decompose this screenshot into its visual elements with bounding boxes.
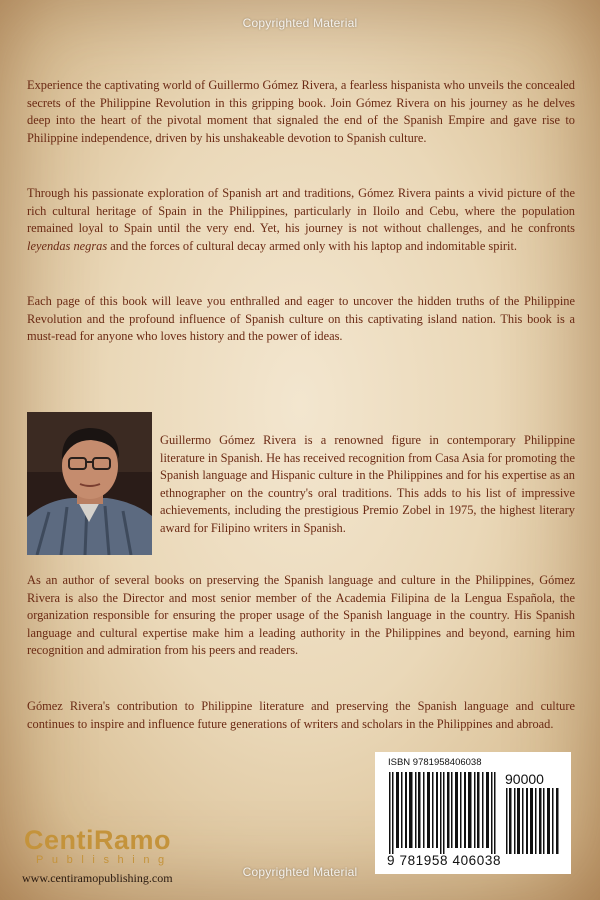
isbn-label: ISBN 9781958406038 xyxy=(388,757,482,768)
publisher-logo-wordmark: CentiRamo xyxy=(24,825,172,855)
price-addon-bars xyxy=(505,788,561,854)
author-photo xyxy=(27,412,152,555)
author-bio-paragraph-3: Gómez Rivera's contribution to Philippine literature and preserving the Spanish language and culture continues to inspire and influence future generations of writers and scholars in the Philippines and abroad. xyxy=(27,699,575,731)
blurb-paragraph-2-text-b: and the forces of cultural decay armed only with his laptop and indomitable spirit. xyxy=(107,238,517,253)
author-bio-paragraph: Guillermo Gómez Rivera is a renowned figure in contemporary Philippine literature in Spanish. He has received recognition from Casa Asia for promoting the Spanish language and Hispanic culture in the Philippines and for his expertise as an ethnographer on the country's oral traditions. This adds to his list of impressive achievements, including the prestigious Premio Zobel in 1975, the highest literary award for Filipino writers in Spanish. xyxy=(160,433,575,535)
copyright-watermark-top: Copyrighted Material xyxy=(242,16,358,30)
blurb-italic-phrase: leyendas negras xyxy=(27,238,108,253)
blurb-paragraph-1: Experience the captivating world of Guillermo Gómez Rivera, a fearless hispanista who unveils the concealed secrets of the Philippine Revolution in this gripping book. Join Gómez Rivera on his journey as he delves deep into the heart of the pivotal moment that signaled the end of the Spanish Empire and gave rise to Philippine independence, driven by his unshakeable devotion to Spanish culture. xyxy=(27,78,575,145)
publisher-url: www.centiramopublishing.com xyxy=(22,871,173,885)
blurb-paragraph-2 xyxy=(27,185,575,255)
ean-barcode-bars xyxy=(387,772,499,854)
blurb-paragraph-2-text-a: Through his passionate exploration of Spanish art and traditions, Gómez Rivera paints a vivid picture of the rich cultural heritage of Spain in the Philippines, particularly in Iloilo and Cebu, where the population remained loyal to Spain until the very end. Yet, his journey is not without challenges, and he confronts xyxy=(27,186,575,236)
author-bio-paragraph-2: As an author of several books on preserving the Spanish language and culture in the Philippines, Gómez Rivera is also the Director and most senior member of the Academia Filipina de la Lengua Española, the organization responsible for ensuring the proper usage of the Spanish language in the country. His Spanish language and cultural expertise make him a leading authority in the Philippines and beyond, earning him recognition and admiration from his peers and readers. xyxy=(27,573,575,658)
publisher-logo-subtitle: Publishing xyxy=(36,854,173,866)
price-code: 90000 xyxy=(505,771,544,787)
blurb-paragraph-3: Each page of this book will leave you enthralled and eager to uncover the hidden truths of the Philippine Revolution and the profound influence of Spanish culture on this captivating island nation. This book is a must-read for anyone who loves history and the power of ideas. xyxy=(27,294,575,344)
author-portrait-illustration xyxy=(27,412,152,555)
copyright-watermark-bottom: Copyrighted Material xyxy=(242,865,358,879)
isbn-barcode xyxy=(375,752,571,874)
ean-digits: 9 781958 406038 xyxy=(387,853,502,868)
